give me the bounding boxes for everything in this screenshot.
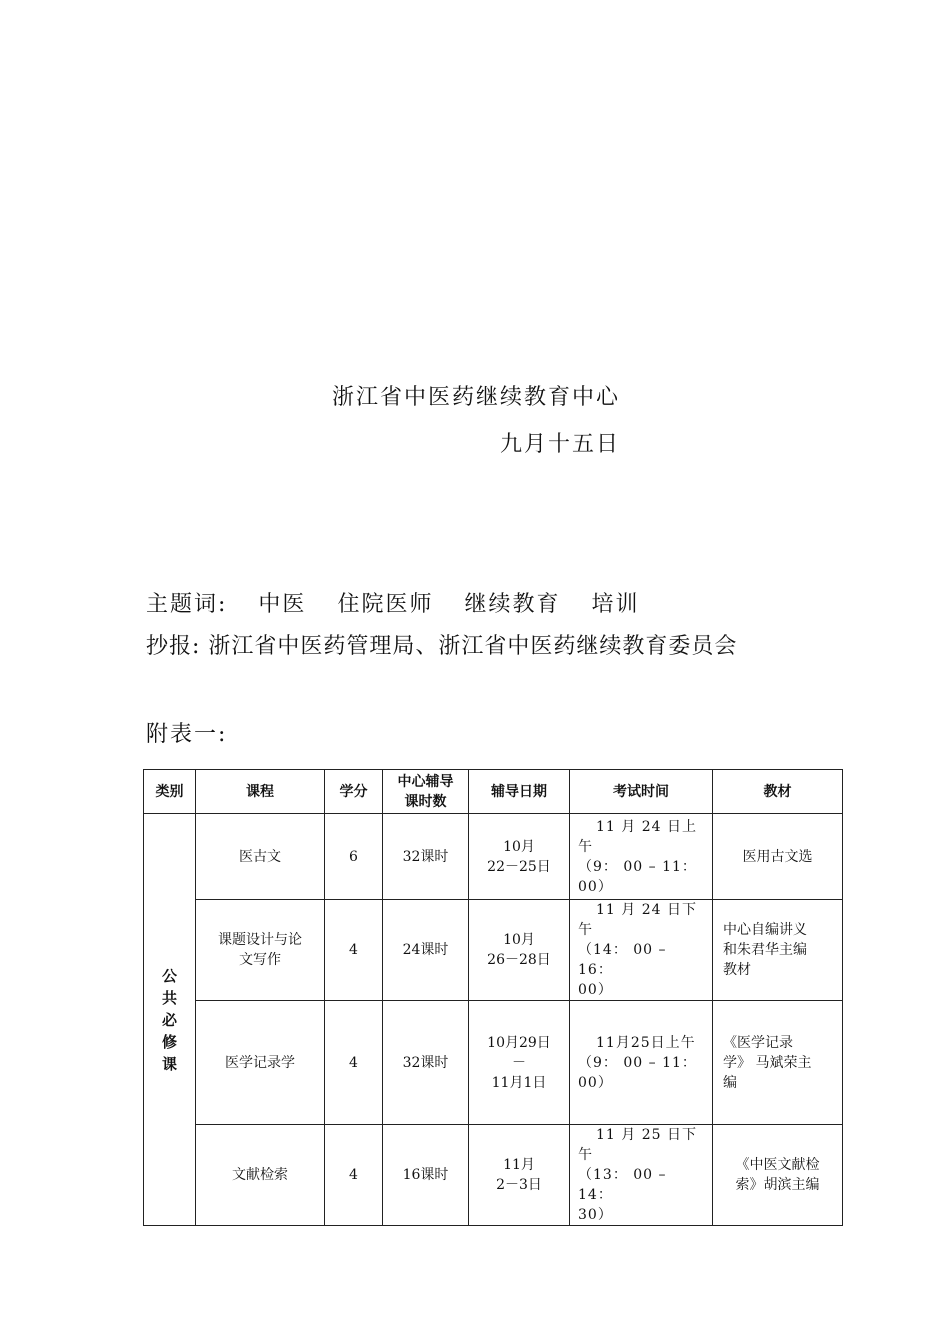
header-course: 课程 xyxy=(196,770,325,814)
date-line: － xyxy=(512,1054,526,1071)
course-cell xyxy=(196,814,325,900)
textbook-cell xyxy=(713,900,843,1001)
exam-line: （14： 00 – 16： xyxy=(578,942,667,978)
category-cell xyxy=(144,814,196,1226)
hours-cell: 32课时 xyxy=(383,814,469,900)
date-line: 11月 xyxy=(503,1157,535,1173)
course-name: 医古文 xyxy=(239,848,281,865)
exam-line: 00） xyxy=(578,878,613,895)
credits-cell: 6 xyxy=(325,814,383,900)
course-cell xyxy=(196,1001,325,1125)
dates-cell xyxy=(469,900,570,1001)
header-textbook: 教材 xyxy=(713,770,843,814)
table-row xyxy=(144,1125,843,1226)
keywords-label: 主题词: xyxy=(146,592,228,617)
keyword-item: 住院医师 xyxy=(337,592,434,617)
exam-line: 11 月 24 日下 xyxy=(596,902,697,918)
dates-cell xyxy=(469,1125,570,1226)
textbook-line: 教材 xyxy=(723,962,751,978)
date-line: 11月1日 xyxy=(491,1074,547,1091)
credits-cell: 4 xyxy=(325,900,383,1001)
table-row xyxy=(144,1001,843,1125)
date-line: 10月 xyxy=(503,838,535,855)
table-row xyxy=(144,900,843,1001)
textbook-cell xyxy=(713,1001,843,1125)
header-credits: 学分 xyxy=(325,770,383,814)
exam-line: （13： 00 – 14： xyxy=(578,1167,667,1203)
exam-line: 午 xyxy=(578,922,593,938)
exam-line: （9： 00 – 11： xyxy=(578,858,697,875)
exam-line: 午 xyxy=(578,838,593,855)
table-header-row xyxy=(144,770,843,814)
header-category: 类别 xyxy=(144,770,196,814)
cc-recipients: 抄报: 浙江省中医药管理局、浙江省中医药继续教育委员会 xyxy=(146,634,738,659)
header-hours xyxy=(383,770,469,814)
hours-cell: 16课时 xyxy=(383,1125,469,1226)
keyword-item: 继续教育 xyxy=(464,592,561,617)
header-hours-line1: 中心辅导 xyxy=(397,773,454,790)
textbook-line: 《医学记录 xyxy=(723,1034,793,1051)
exam-line: 00） xyxy=(578,1074,613,1091)
date-line: 2－3日 xyxy=(496,1177,542,1193)
date-line: 26－28日 xyxy=(487,952,551,968)
hours-cell: 32课时 xyxy=(383,1001,469,1125)
subject-keywords xyxy=(146,587,661,618)
credits-cell: 4 xyxy=(325,1125,383,1226)
exam-line: （9： 00 – 11： xyxy=(578,1054,697,1071)
course-name: 文献检索 xyxy=(232,1167,288,1183)
dates-cell xyxy=(469,1001,570,1125)
annex-title: 附表一: xyxy=(146,722,228,747)
date-line: 22－25日 xyxy=(487,858,551,875)
course-name: 文写作 xyxy=(239,952,281,968)
dates-cell xyxy=(469,814,570,900)
exam-cell xyxy=(570,900,713,1001)
textbook-line: 编 xyxy=(723,1074,737,1091)
exam-line: 午 xyxy=(578,1147,593,1163)
hours-cell: 24课时 xyxy=(383,900,469,1001)
course-cell xyxy=(196,1125,325,1226)
course-name: 医学记录学 xyxy=(225,1054,295,1071)
textbook-line: 《中医文献检 xyxy=(735,1157,820,1173)
textbook-line: 和朱君华主编 xyxy=(723,942,807,958)
exam-line: 11 月 25 日下 xyxy=(596,1127,697,1143)
date-line: 10月29日 xyxy=(487,1034,551,1051)
credits-cell: 4 xyxy=(325,1001,383,1125)
exam-line: 11月25日上午 xyxy=(596,1034,696,1051)
exam-line: 00） xyxy=(578,982,613,998)
header-dates: 辅导日期 xyxy=(469,770,570,814)
keyword-item: 中医 xyxy=(258,592,307,617)
course-cell xyxy=(196,900,325,1001)
textbook-line: 索》胡滨主编 xyxy=(735,1177,820,1193)
course-schedule-table xyxy=(143,769,843,1226)
issue-date: 九月十五日 xyxy=(500,432,621,457)
exam-line: 30） xyxy=(578,1207,613,1223)
textbook-cell xyxy=(713,1125,843,1226)
header-exam: 考试时间 xyxy=(570,770,713,814)
textbook-line: 学》 马斌荣主 xyxy=(723,1054,812,1071)
exam-cell xyxy=(570,1001,713,1125)
category-label: 公共必修课 xyxy=(161,966,177,1073)
textbook-line: 医用古文选 xyxy=(742,848,813,865)
date-line: 10月 xyxy=(503,932,535,948)
textbook-cell xyxy=(713,814,843,900)
textbook-line: 中心自编讲义 xyxy=(723,922,807,938)
exam-cell xyxy=(570,1125,713,1226)
exam-line: 11 月 24 日上 xyxy=(596,818,697,835)
issuing-organization: 浙江省中医药继续教育中心 xyxy=(332,385,621,410)
table-row xyxy=(144,814,843,900)
exam-cell xyxy=(570,814,713,900)
keyword-item: 培训 xyxy=(591,592,640,617)
course-name: 课题设计与论 xyxy=(218,932,302,948)
header-hours-line2: 课时数 xyxy=(404,793,447,810)
